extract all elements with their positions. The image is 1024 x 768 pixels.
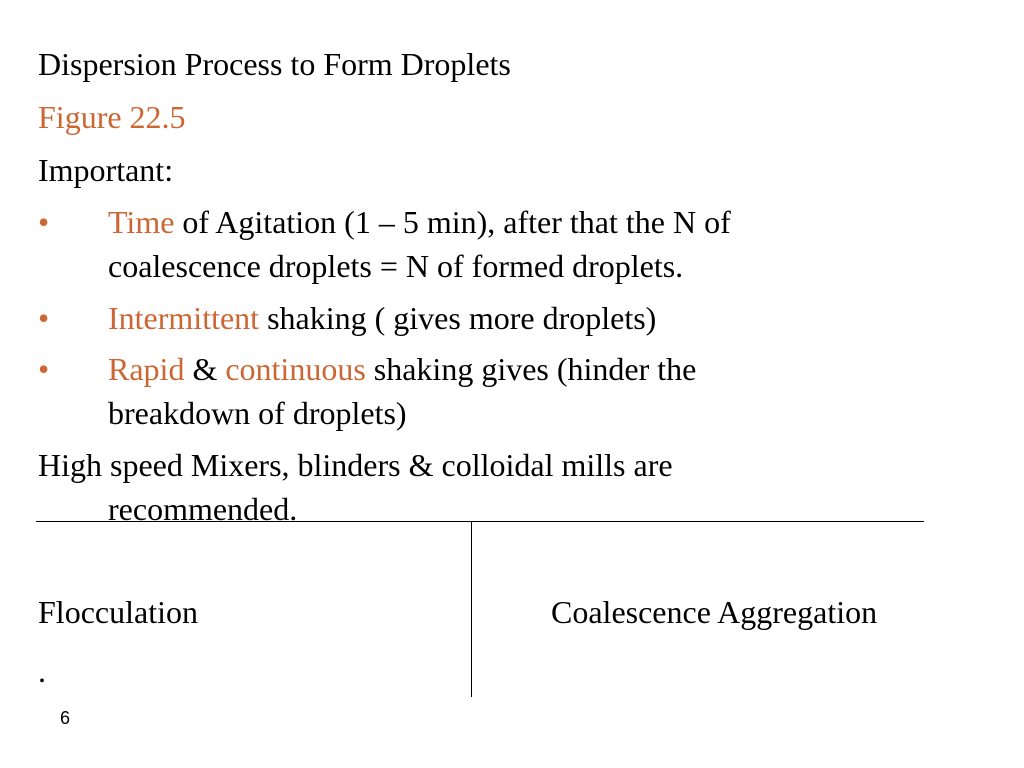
bullet-marker: • <box>38 204 50 240</box>
flocculation-label: Flocculation <box>38 594 198 630</box>
bullet-intermittent <box>108 298 656 338</box>
closing-text-continuation: recommended. <box>108 491 298 527</box>
bullet-joiner: & <box>184 351 226 387</box>
bullet-accent-text: Intermittent <box>108 300 260 336</box>
horizontal-divider <box>36 521 924 522</box>
bullet-accent-text-2: continuous <box>225 351 366 387</box>
slide-title: Dispersion Process to Form Droplets <box>38 46 511 82</box>
bullet-rapid-continuation: breakdown of droplets) <box>108 395 407 431</box>
bullet-text: of Agitation (1 – 5 min), after that the N of <box>174 204 731 240</box>
vertical-divider <box>471 521 472 697</box>
figure-reference: Figure 22.5 <box>38 99 186 135</box>
bullet-rapid <box>108 349 696 389</box>
slide-number: 6 <box>60 708 71 728</box>
bullet-accent-text: Time <box>108 204 175 240</box>
bullet-text: shaking ( gives more droplets) <box>259 300 657 336</box>
bullet-marker: • <box>38 351 50 387</box>
bullet-time <box>108 202 731 242</box>
important-label: Important: <box>38 152 174 188</box>
bullet-marker: • <box>38 300 50 336</box>
bullet-accent-text: Rapid <box>108 351 185 387</box>
coalescence-aggregation-label: Coalescence Aggregation <box>551 594 878 630</box>
bullet-text: shaking gives (hinder the <box>365 351 697 387</box>
bullet-time-continuation: coalescence droplets = N of formed droplets. <box>108 248 684 284</box>
trailing-dot: . <box>38 653 46 689</box>
closing-text: High speed Mixers, blinders & colloidal mills are <box>38 447 673 483</box>
